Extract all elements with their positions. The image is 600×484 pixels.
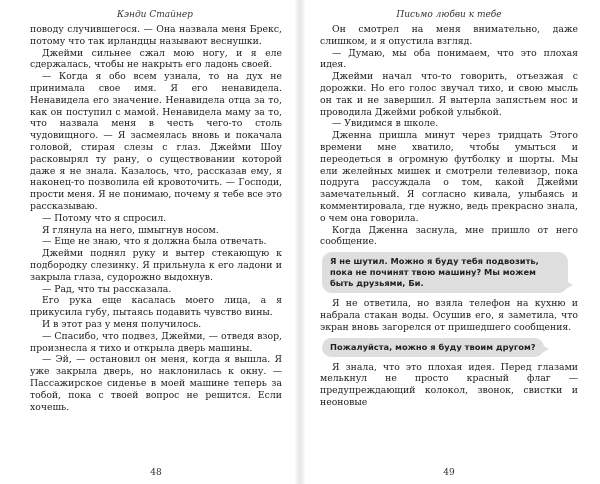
paragraph: Дженна пришла минут через тридцать Этого времени мне хватило, чтобы умыться и переодеться в огромную футболку и шорты. Мы ели желейных мишек и смотрели телевизор, пока подруга рассуждала о том, какой Джейми замечательный. Я согласно кивала, улыбаясь и комментировала, где нужно, ведь прекрасно знала, о чем она говорила. [320, 130, 578, 224]
paragraph: И в этот раз у меня получилось. [42, 318, 202, 330]
paragraph: Его рука еще касалась моего лица, а я прикусила губу, пытаясь подавить чувство вины. [30, 295, 282, 319]
book-gutter-shadow [294, 0, 306, 484]
paragraph: поводу случившегося. — Она назвала меня Брекс, потому что так ирландцы называют веснушки. [30, 24, 282, 47]
message-bubble-row [320, 334, 578, 362]
paragraph: — Спасибо, что подвез, Джейми, — отведя взор, произнесла я тихо и открыла дверь машины. [30, 330, 282, 354]
paragraph: Я знала, что это плохая идея. Перед глазами мелькнул не просто красный флаг — предупреждающий колокол, звонок, свистки и неоновые [320, 361, 578, 408]
left-running-header: Кэнди Стайнер [117, 10, 193, 20]
paragraph: Я не ответила, но взяла телефон на кухню и набрала стакан воды. Осушив его, я заметила, что экран вновь загорелся от пришедшего сообщения. [320, 298, 578, 333]
paragraph: Джейми начал что-то говорить, отъезжая с дорожки. Но его голос звучал тихо, и свою мысль он так и не завершил. Я вытерла запястьем нос и проводила Джейми робкой улыбкой. [320, 71, 578, 118]
text-message-bubble: Я не шутил. Можно я буду тебя подвозить, пока не починят твою машину? Мы можем быть друзьями, Би. [322, 252, 568, 293]
paragraph: — Рад, что ты рассказала. [42, 283, 172, 295]
paragraph: — Думаю, мы оба понимаем, что это плохая идея. [320, 47, 578, 71]
paragraph: — Увидимся в школе. [332, 118, 439, 130]
paragraph: Джейми сильнее сжал мою ногу, и я еле сдержалась, чтобы не накрыть его ладонь своей. [30, 47, 282, 71]
text-message-bubble: Пожалуйста, можно я буду твоим другом? [322, 338, 544, 357]
right-running-header: Письмо любви к тебе [396, 10, 502, 20]
paragraph: Я глянула на него, шмыгнув носом. [42, 224, 219, 236]
paragraph: Когда Дженна заснула, мне пришло от него сообщение. [320, 224, 578, 248]
right-page-text [320, 24, 578, 409]
paragraph: — Еще не знаю, что я должна была отвечать. [42, 236, 267, 248]
right-page-number: 49 [443, 468, 455, 478]
paragraph: Он смотрел на меня внимательно, даже слишком, и я опустила взгляд. [320, 24, 578, 47]
left-page-number: 48 [150, 468, 162, 478]
paragraph: — Когда я обо всем узнала, то на дух не принимала свое имя. Я его ненавидела. Ненавидела его значение. Ненавидела отца за то, как он поступил с мамой. Ненавидела маму за то, что назвала меня в честь чего-то столь чудовищного. — Я засмеялась вновь и покачала головой, стирая слезы с глаз. Джейми Шоу расковырял ту рану, о существовании которой даже я не знала. Казалось, что, рассказав ему, я наконец-то позволила ей кровоточить. — Господи, прости меня. Я не понимаю, почему я тебе все это рассказываю. [30, 71, 282, 212]
paragraph: Джейми поднял руку и вытер стекающую к подбородку слезинку. Я прильнула к его ладони и закрыла глаза, судорожно выдохнув. [30, 248, 282, 283]
paragraph: — Потому что я спросил. [42, 212, 167, 224]
paragraph: — Эй, — остановил он меня, когда я вышла. Я уже закрыла дверь, но наклонилась к окну. — Пассажирское сиденье в моей машине теперь за тобой, пока с твоей вопрос не решится. Если хочешь. [30, 354, 282, 413]
left-page-text [30, 24, 282, 413]
right-page [300, 0, 600, 484]
